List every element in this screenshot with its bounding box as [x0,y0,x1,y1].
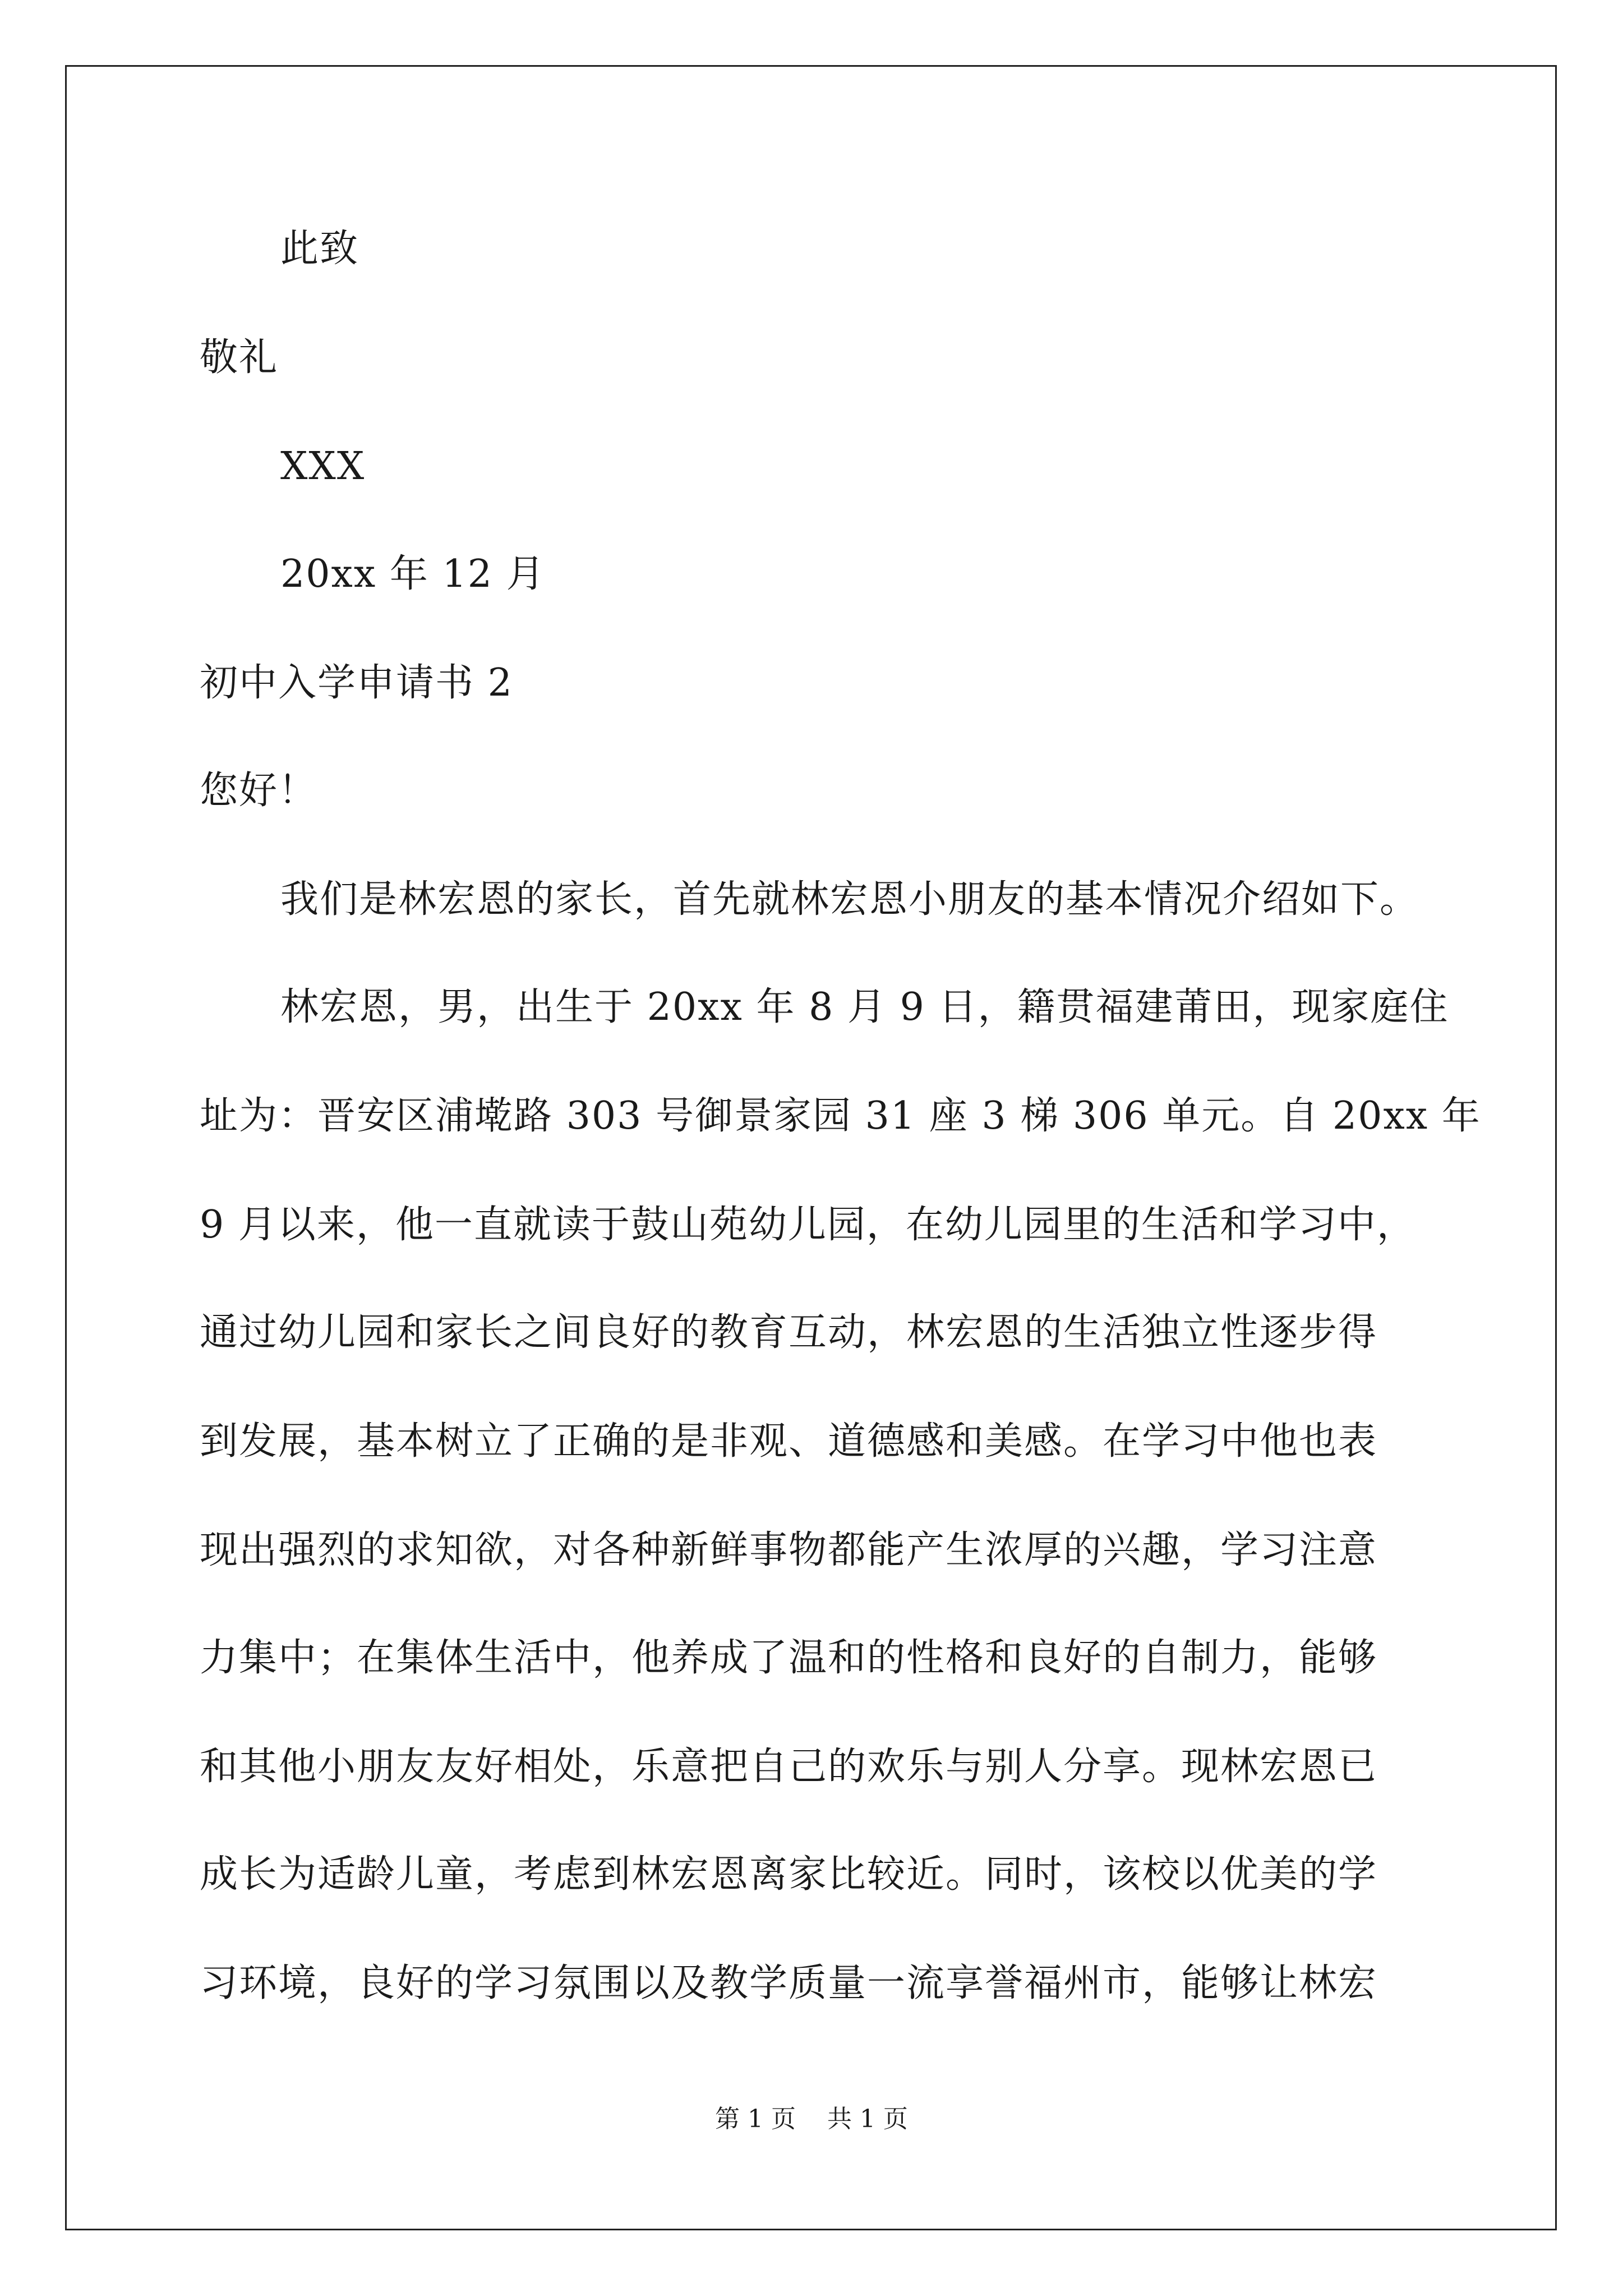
paragraph-line: 到发展，基本树立了正确的是非观、道德感和美感。在学习中他也表 [200,1419,1378,1464]
closing-line-1: 此致 [280,227,359,271]
paragraph-line: 址为：晋安区浦墘路 303 号御景家园 31 座 3 梯 306 单元。自 20xx 年 [200,1094,1481,1138]
page-footer: 第 1 页 共 1 页 [715,2105,908,2133]
paragraph-line: 和其他小朋友友好相处，乐意把自己的欢乐与别人分享。现林宏恩已 [200,1745,1378,1789]
paragraph-line: 林宏恩，男，出生于 20xx 年 8 月 9 日，籍贯福建莆田，现家庭住 [280,985,1449,1029]
section-title: 初中入学申请书 2 [200,661,513,705]
paragraph-line: 力集中；在集体生活中，他养成了温和的性格和良好的自制力，能够 [200,1636,1378,1680]
signature: XXX [280,444,366,489]
date: 20xx 年 12 月 [280,552,546,596]
closing-line-2: 敬礼 [200,335,279,380]
paragraph-line: 我们是林宏恩的家长，首先就林宏恩小朋友的基本情况介绍如下。 [280,877,1419,922]
paragraph-line: 现出强烈的求知欲，对各种新鲜事物都能产生浓厚的兴趣，学习注意 [200,1528,1378,1572]
paragraph-line: 9 月以来，他一直就读于鼓山苑幼儿园，在幼儿园里的生活和学习中， [200,1203,1416,1247]
paragraph-line: 通过幼儿园和家长之间良好的教育互动，林宏恩的生活独立性逐步得 [200,1310,1378,1355]
paragraph-line: 成长为适龄儿童，考虑到林宏恩离家比较近。同时，该校以优美的学 [200,1852,1378,1897]
greeting: 您好！ [200,769,318,813]
paragraph-line: 习环境，良好的学习氛围以及教学质量一流享誉福州市，能够让林宏 [200,1961,1378,2005]
